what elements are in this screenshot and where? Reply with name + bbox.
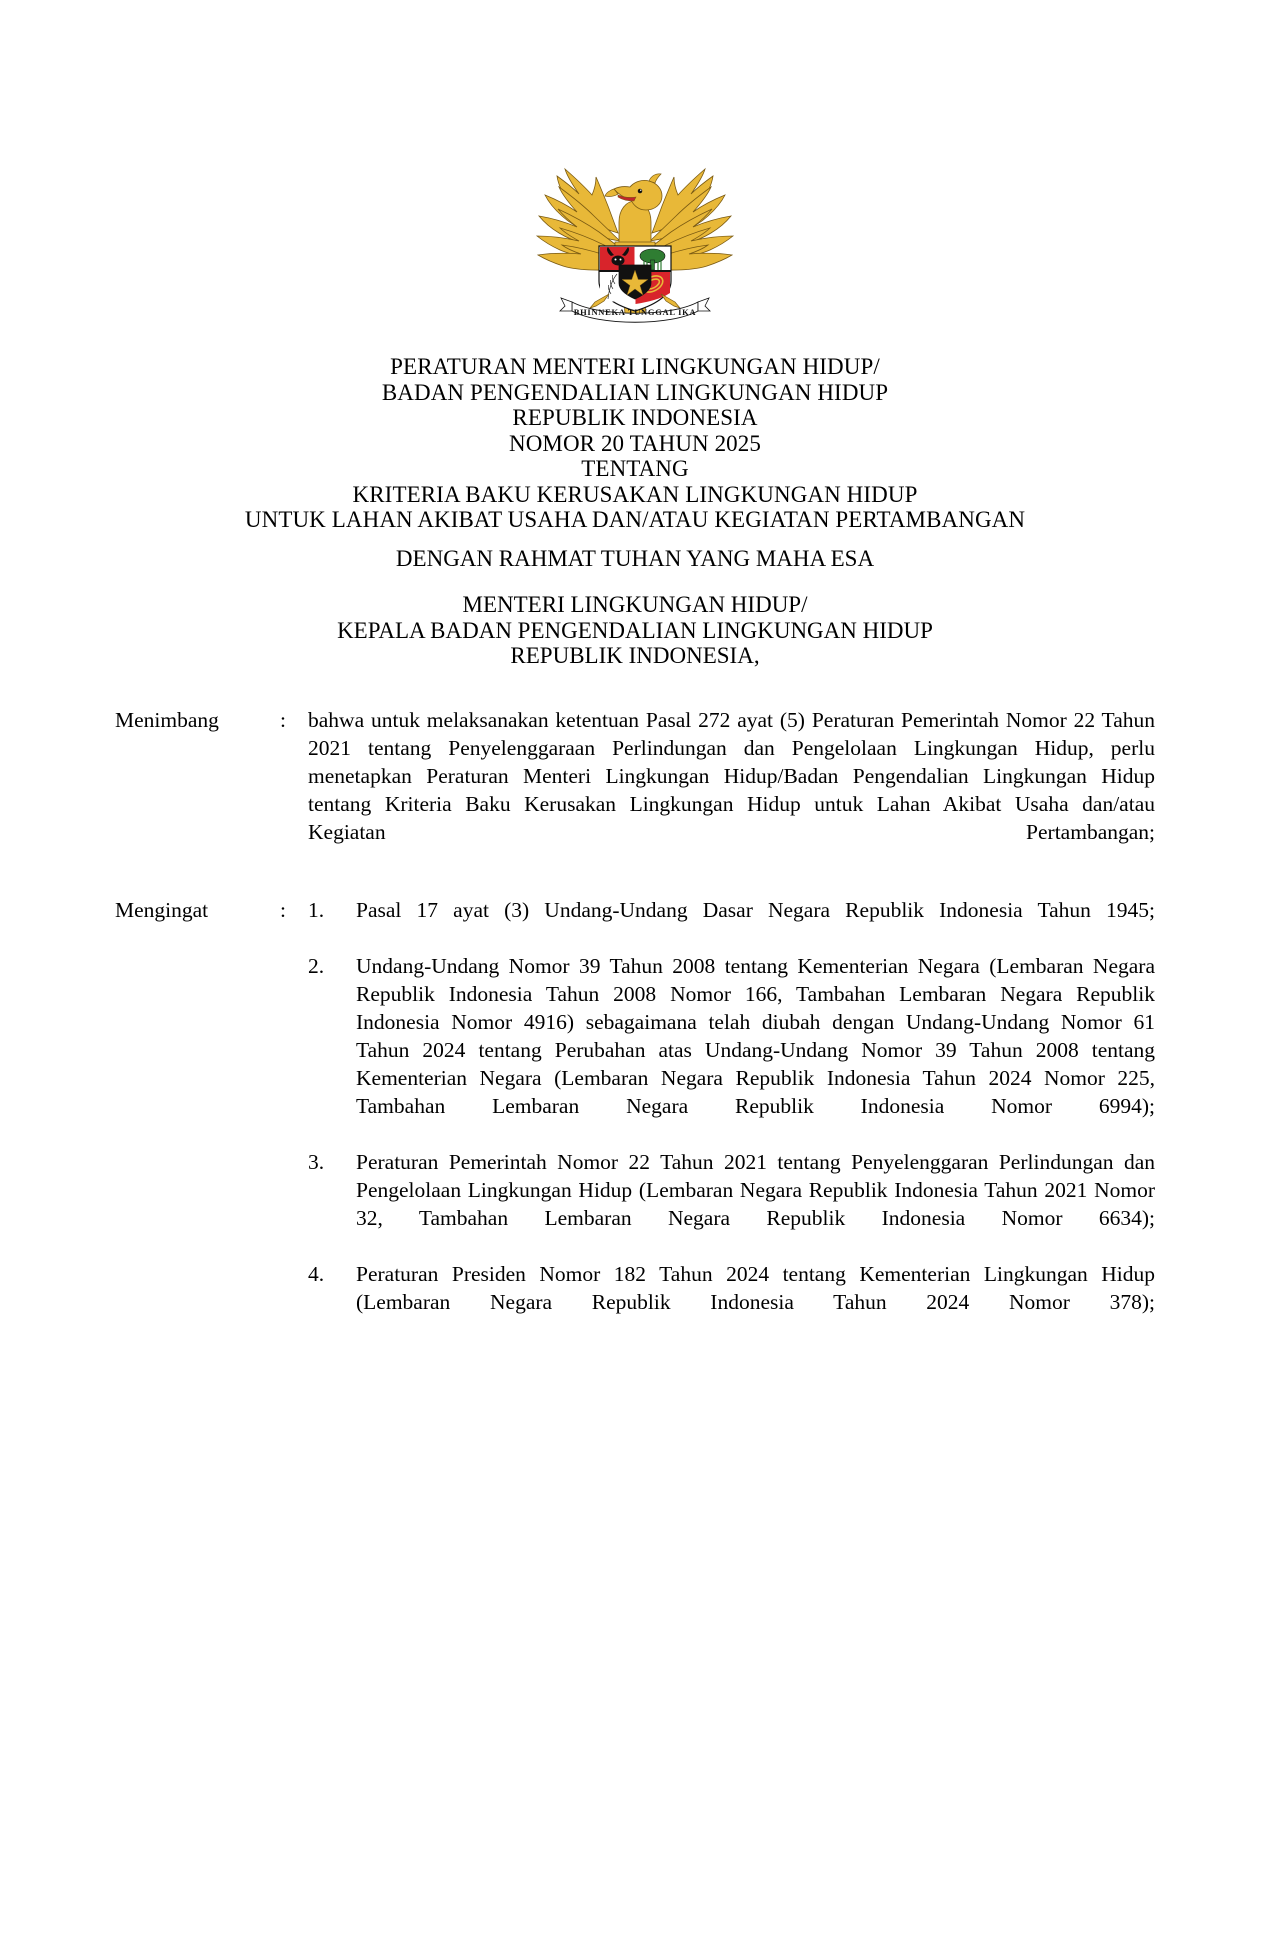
menimbang-body: [308, 706, 1155, 874]
mengingat-list: [308, 896, 1155, 1344]
title-subject-line-2: UNTUK LAHAN AKIBAT USAHA DAN/ATAU KEGIATAN PERTAMBANGAN: [244, 507, 1026, 532]
mengingat-colon: :: [280, 898, 286, 922]
signatory-line-2: KEPALA BADAN PENGENDALIAN LINGKUNGAN HIDUP: [337, 617, 933, 643]
blessing-line: DENGAN RAHMAT TUHAN YANG MAHA ESA: [395, 546, 875, 571]
list-item-number: 3.: [308, 1150, 325, 1174]
list-item: [308, 952, 1155, 1148]
head-icon: [605, 174, 662, 210]
pancasila-shield-icon: [599, 246, 671, 311]
title-tentang: TENTANG: [581, 456, 689, 481]
mengingat-body: [308, 896, 1155, 1344]
list-item-number: 4.: [308, 1262, 325, 1286]
document-title: [0, 354, 1270, 533]
menimbang-colon: :: [280, 708, 286, 732]
list-item: [308, 1148, 1155, 1260]
list-item-number: 2.: [308, 954, 325, 978]
list-item-text: Undang-Undang Nomor 39 Tahun 2008 tentang Kementerian Negara (Lembaran Negara Republik Indonesia Tahun 2008 Nomor 166, Tambahan Lembaran Negara Republik Indonesia Nomor 4916) sebagaimana telah diubah dengan Undang-Undang Nomor 61 Tahun 2024 tentang Perubahan atas Undang-Undang Nomor 39 Tahun 2008 tentang Kementerian Negara (Lembaran Negara Republik Indonesia Tahun 2024 Nomor 225, Tambahan Lembaran Negara Republik Indonesia Nomor 6994);: [356, 954, 1155, 1118]
motto-text: BHINNEKA TUNGGAL IKA: [573, 307, 697, 317]
list-item-text: Peraturan Presiden Nomor 182 Tahun 2024 tentang Kementerian Lingkungan Hidup (Lembaran Negara Republik Indonesia Tahun 2024 Nomor 378);: [356, 1262, 1155, 1314]
mengingat-clause: [115, 896, 1155, 1344]
title-line-2: BADAN PENGENDALIAN LINGKUNGAN HIDUP: [381, 379, 889, 405]
signatory-line-1: MENTERI LINGKUNGAN HIDUP/: [462, 592, 808, 617]
list-item: [308, 1260, 1155, 1344]
title-line-1: PERATURAN MENTERI LINGKUNGAN HIDUP/: [390, 354, 880, 379]
garuda-pancasila-emblem: [520, 158, 750, 328]
emblem-container: [0, 158, 1270, 328]
signatory-line-3: REPUBLIK INDONESIA,: [510, 643, 760, 668]
list-item-text: Pasal 17 ayat (3) Undang-Undang Dasar Negara Republik Indonesia Tahun 1945;: [356, 898, 1155, 922]
menimbang-clause: [115, 706, 1155, 874]
signatory-block: [0, 592, 1270, 669]
list-item-number: 1.: [308, 898, 325, 922]
title-line-3: REPUBLIK INDONESIA: [512, 405, 758, 430]
title-subject-line-1: KRITERIA BAKU KERUSAKAN LINGKUNGAN HIDUP: [352, 481, 918, 507]
mengingat-label: Mengingat: [115, 898, 209, 922]
menimbang-paragraph: bahwa untuk melaksanakan ketentuan Pasal 272 ayat (5) Peraturan Pemerintah Nomor 22 Tahun 2021 tentang Penyelenggaraan Perlindungan dan Pengelolaan Lingkungan Hidup, perlu menetapkan Peraturan Menteri Lingkungan Hidup/Badan Pengendalian Lingkungan Hidup tentang Kriteria Baku Kerusakan Lingkungan Hidup untuk Lahan Akibat Usaha dan/atau Kegiatan Pertambangan;: [308, 708, 1155, 844]
title-number: NOMOR 20 TAHUN 2025: [508, 430, 761, 456]
list-item-text: Peraturan Pemerintah Nomor 22 Tahun 2021 tentang Penyelenggaran Perlindungan dan Pengelolaan Lingkungan Hidup (Lembaran Negara Republik Indonesia Tahun 2021 Nomor 32, Tambahan Lembaran Negara Republik Indonesia Nomor 6634);: [356, 1150, 1155, 1230]
menimbang-label: Menimbang: [115, 708, 219, 732]
list-item: [308, 896, 1155, 952]
